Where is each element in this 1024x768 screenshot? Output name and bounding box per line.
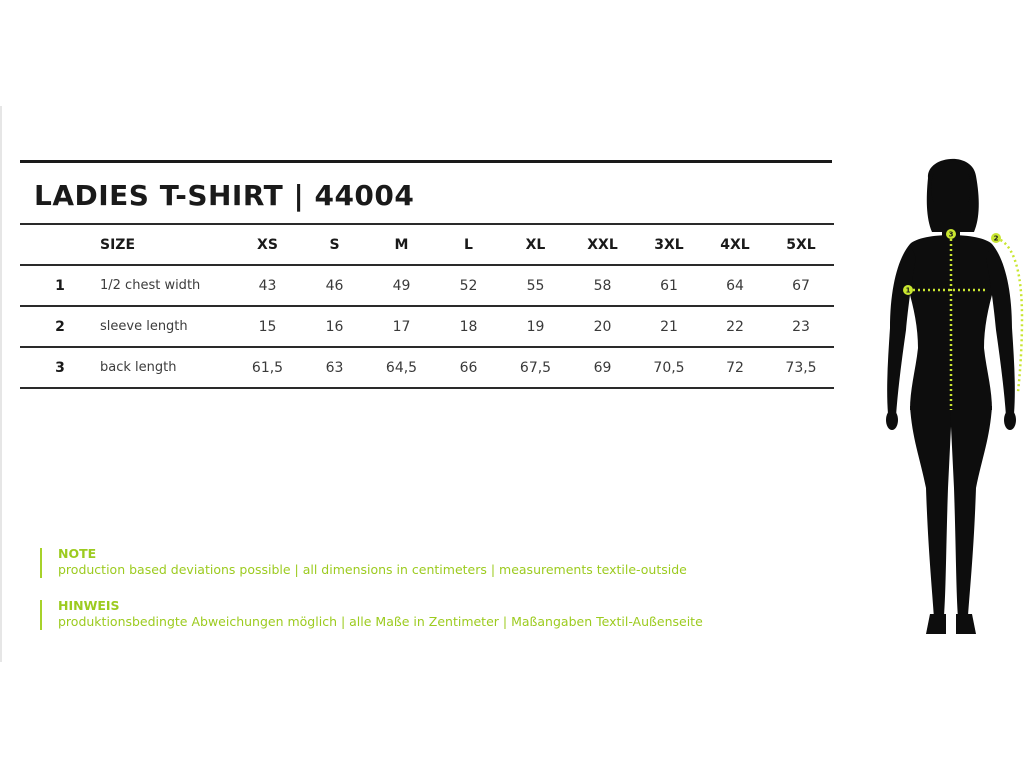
header-size-label: SIZE [100, 236, 136, 253]
header-size: XXL [587, 236, 618, 253]
cell-value: 67 [792, 277, 810, 294]
cell-value: 19 [526, 318, 545, 335]
cell-value: 16 [325, 318, 344, 335]
cell-value: 22 [726, 318, 744, 335]
page-edge-line [0, 106, 2, 662]
row-label: sleeve length [100, 319, 188, 334]
page-title: LADIES T-SHIRT | 44004 [34, 179, 415, 212]
cell-value: 72 [726, 359, 744, 376]
note-body: produktionsbedingte Abweichungen möglich | alle Maße in Zentimeter | Maßangaben Textil-Außenseite [58, 614, 703, 629]
note-bar [40, 600, 42, 630]
header-size: L [464, 236, 473, 253]
cell-value: 55 [526, 277, 545, 294]
marker-3-label: 3 [948, 230, 954, 239]
cell-value: 15 [258, 318, 277, 335]
row-label: 1/2 chest width [100, 278, 201, 293]
cell-value: 17 [392, 318, 411, 335]
row-label: back length [100, 360, 177, 375]
note-en [58, 546, 780, 578]
table-row [20, 265, 834, 306]
cell-value: 46 [325, 277, 344, 294]
marker-1-label: 1 [905, 286, 911, 295]
cell-value: 69 [593, 359, 612, 376]
header-size: 4XL [720, 236, 750, 253]
note-heading: NOTE [58, 546, 97, 561]
note-body: production based deviations possible | all dimensions in centimeters | measurements textile-outside [58, 562, 687, 577]
table-row [20, 306, 834, 347]
cell-value: 23 [792, 318, 810, 335]
cell-value: 67,5 [519, 359, 552, 376]
header-size: 5XL [786, 236, 816, 253]
size-table [20, 223, 834, 389]
cell-value: 66 [459, 359, 478, 376]
note-de [58, 598, 780, 630]
cell-value: 20 [593, 318, 612, 335]
cell-value: 43 [258, 277, 277, 294]
row-number: 2 [55, 318, 65, 335]
cell-value: 63 [325, 359, 344, 376]
header-size: S [329, 236, 340, 253]
cell-value: 58 [593, 277, 612, 294]
cell-value: 18 [459, 318, 478, 335]
cell-value: 52 [459, 277, 478, 294]
measurement-figure [876, 148, 1024, 648]
note-bar [40, 548, 42, 578]
header-size: 3XL [654, 236, 684, 253]
notes-section [40, 546, 780, 630]
row-number: 3 [55, 359, 65, 376]
header-size: XL [525, 236, 546, 253]
cell-value: 70,5 [653, 359, 685, 376]
cell-value: 21 [660, 318, 678, 335]
row-number: 1 [55, 277, 65, 294]
silhouette-svg [876, 148, 1024, 648]
table-header-row [20, 224, 834, 265]
header-size: M [394, 236, 409, 253]
cell-value: 64 [726, 277, 744, 294]
cell-value: 61,5 [251, 359, 284, 376]
note-heading: HINWEIS [58, 598, 120, 613]
table-row [20, 347, 834, 388]
marker-2-label: 2 [993, 234, 999, 243]
cell-value: 61 [660, 277, 678, 294]
cell-value: 64,5 [385, 359, 418, 376]
cell-value: 49 [392, 277, 411, 294]
header-num [20, 224, 100, 265]
header-size: XS [257, 236, 278, 253]
size-chart [20, 160, 832, 389]
cell-value: 73,5 [785, 359, 817, 376]
